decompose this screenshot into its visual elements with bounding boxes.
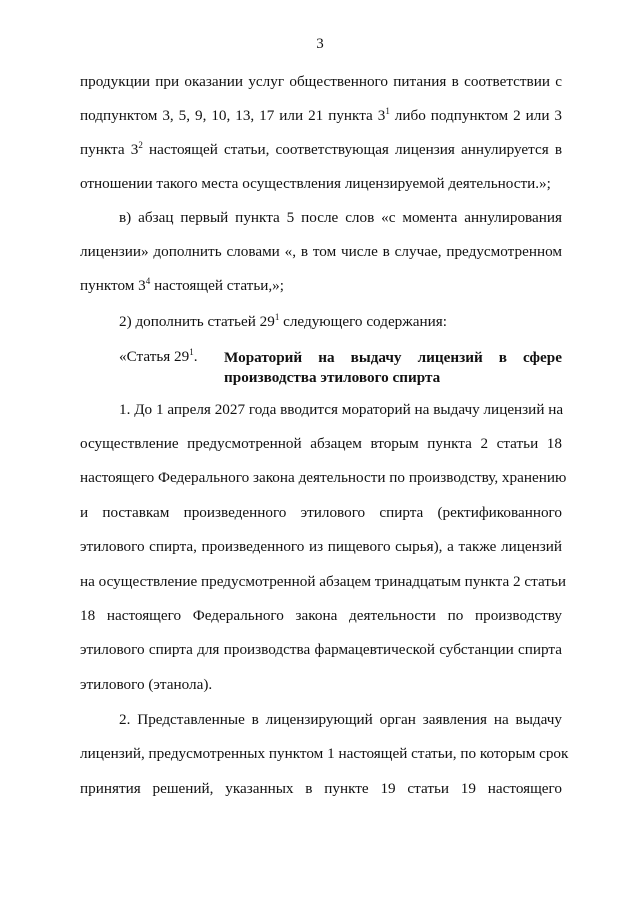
text-line: пунктом $3^4$ настоящей статьи,»; bbox=[80, 276, 284, 294]
page-number: 3 bbox=[316, 36, 324, 52]
text-line: настоящего Федерального закона деятельности по производству, хранению bbox=[80, 469, 567, 486]
text-line: 2) дополнить статьей $29^1$ следующего содержания: bbox=[119, 312, 447, 330]
text-line: лицензий, предусмотренных пунктом 1 настоящей статьи, по которым срок bbox=[80, 745, 569, 762]
text-line: осуществление предусмотренной абзацем вторым пункта 2 статьи 18 bbox=[80, 435, 562, 452]
text-line: продукции при оказании услуг общественного питания в соответствии с bbox=[80, 73, 562, 90]
text-line: отношении такого места осуществления лицензируемой деятельности.»; bbox=[80, 175, 551, 192]
text-line: пункта $3^2$ настоящей статьи, соответствующая лицензия аннулируется в bbox=[80, 140, 562, 158]
text-line: 1. До 1 апреля 2027 года вводится мораторий на выдачу лицензий на bbox=[119, 401, 564, 418]
text-line: и поставкам произведенного этилового спирта (ректификованного bbox=[80, 504, 562, 521]
text-line: лицензии» дополнить словами «, в том числе в случае, предусмотренном bbox=[80, 243, 562, 260]
article-title-line: производства этилового спирта bbox=[224, 369, 441, 386]
text-line: в) абзац первый пункта 5 после слов «с момента аннулирования bbox=[119, 209, 562, 226]
text-line: принятия решений, указанных в пункте 19 статьи 19 настоящего bbox=[80, 780, 562, 797]
article-title bbox=[224, 348, 562, 388]
text-line: этилового спирта, произведенного из пищевого сырья), а также лицензий bbox=[80, 538, 562, 555]
text-line: 18 настоящего Федерального закона деятельности по производству bbox=[80, 607, 562, 624]
text-line: 2. Представленные в лицензирующий орган заявления на выдачу bbox=[119, 711, 562, 728]
text-line: этилового спирта для производства фармацевтической субстанции спирта bbox=[80, 641, 562, 658]
text-line: на осуществление предусмотренной абзацем тринадцатым пункта 2 статьи bbox=[80, 573, 567, 590]
text-line: подпунктом 3, 5, 9, 10, 13, 17 или 21 пункта $3^1$ либо подпунктом 2 или 3 bbox=[80, 106, 562, 124]
article-title-line: Мораторий на выдачу лицензий в сфере bbox=[224, 349, 562, 366]
article-number: «Статья $29^1$. bbox=[119, 347, 198, 365]
text-line: этилового (этанола). bbox=[80, 676, 213, 693]
